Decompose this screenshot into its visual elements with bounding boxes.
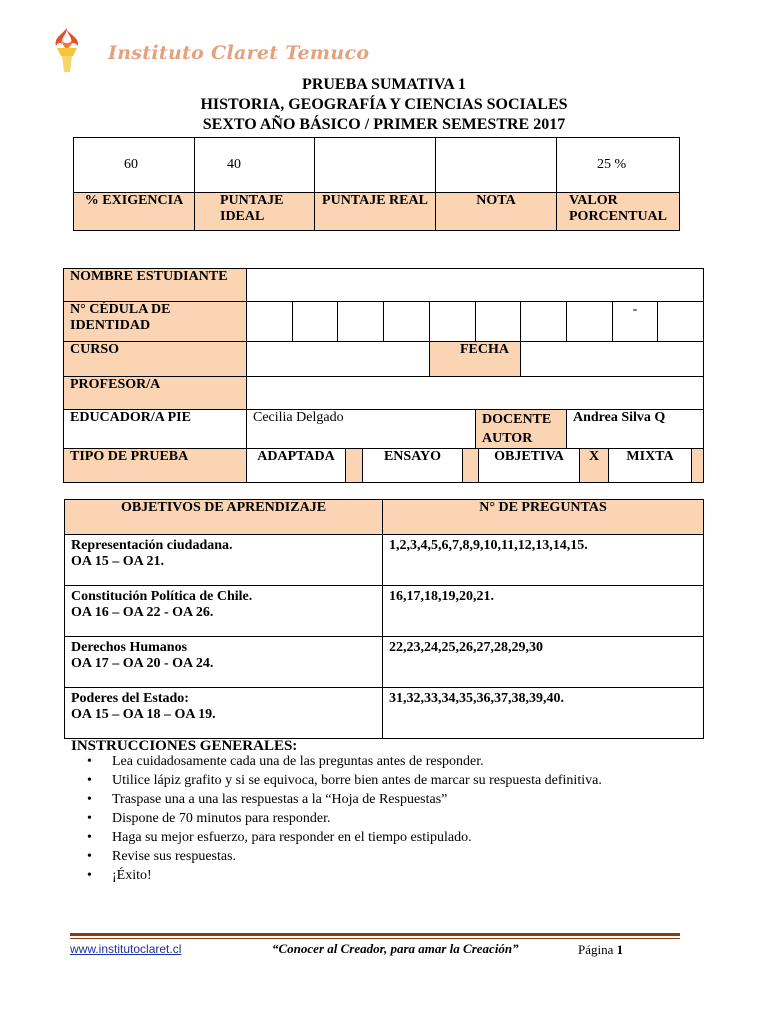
list-item: • Lea cuidadosamente cada una de las preguntas antes de responder.: [112, 752, 602, 771]
id-digit-box[interactable]: [521, 302, 567, 342]
torch-logo-icon: [48, 26, 86, 74]
id-check-digit-box[interactable]: [658, 302, 704, 342]
objective-cell: Poderes del Estado: OA 15 – OA 18 – OA 19.: [65, 688, 383, 739]
name-label: NOMBRE ESTUDIANTE: [64, 269, 247, 302]
table-row: [65, 535, 704, 586]
list-item: • Traspase una a una las respuestas a la “Hoja de Respuestas”: [112, 790, 602, 809]
footer-rule-thick: [70, 933, 680, 936]
questions-header: N° DE PREGUNTAS: [383, 500, 704, 535]
id-digit-box[interactable]: [293, 302, 338, 342]
id-digit-box[interactable]: [567, 302, 613, 342]
list-item: • Dispone de 70 minutos para responder.: [112, 809, 602, 828]
objective-cell: Constitución Política de Chile. OA 16 – OA 22 - OA 26.: [65, 586, 383, 637]
score-value-cell[interactable]: 60: [74, 138, 195, 193]
id-digit-box[interactable]: [338, 302, 384, 342]
objectives-header: OBJETIVOS DE APRENDIZAJE: [65, 500, 383, 535]
option-mixta-checkbox[interactable]: [692, 449, 703, 482]
objective-cell: Representación ciudadana. OA 15 – OA 21.: [65, 535, 383, 586]
score-value-cell[interactable]: 40: [195, 138, 315, 193]
instructions-list: [70, 752, 602, 885]
teacher-input[interactable]: [247, 377, 704, 410]
author-label: DOCENTE AUTOR: [476, 410, 567, 449]
option-adaptada-label: ADAPTADA: [247, 449, 346, 482]
option-ensayo-checkbox[interactable]: [463, 449, 479, 482]
id-digit-box[interactable]: [430, 302, 476, 342]
questions-cell: 22,23,24,25,26,27,28,29,30: [383, 637, 704, 688]
page-number: Página 1: [578, 942, 624, 957]
instructions-heading: INSTRUCCIONES GENERALES:: [71, 738, 298, 754]
score-label-cell: NOTA: [436, 193, 557, 231]
option-adaptada-checkbox[interactable]: [346, 449, 363, 482]
id-digit-box[interactable]: [384, 302, 430, 342]
teacher-label: PROFESOR/A: [64, 377, 247, 410]
test-type-label: TIPO DE PRUEBA: [64, 449, 247, 483]
score-table: [73, 137, 680, 231]
score-value-cell[interactable]: 25 %: [557, 138, 680, 193]
option-ensayo-label: ENSAYO: [363, 449, 463, 482]
table-row: [65, 688, 704, 739]
questions-cell: 16,17,18,19,20,21.: [383, 586, 704, 637]
list-item: • Utilice lápiz grafito y si se equivoca, borre bien antes de marcar su respuesta definitiva.: [112, 771, 602, 790]
score-label-cell: PUNTAJE REAL: [315, 193, 436, 231]
title-line-2: HISTORIA, GEOGRAFÍA Y CIENCIAS SOCIALES: [200, 96, 568, 113]
score-value-cell[interactable]: [436, 138, 557, 193]
title-line-1: PRUEBA SUMATIVA 1: [302, 76, 466, 93]
option-objetiva-label: OBJETIVA: [479, 449, 580, 482]
name-input[interactable]: [247, 269, 704, 302]
test-type-options: [247, 449, 704, 483]
score-label-cell: VALOR PORCENTUAL: [557, 193, 680, 231]
list-item: • Haga su mejor esfuerzo, para responder en el tiempo estipulado.: [112, 828, 602, 847]
option-mixta-label: MIXTA: [609, 449, 692, 482]
list-item: • Revise sus respuestas.: [112, 847, 602, 866]
id-digit-box[interactable]: [476, 302, 521, 342]
course-label: CURSO: [64, 342, 247, 377]
questions-cell: 31,32,33,34,35,36,37,38,39,40.: [383, 688, 704, 739]
footer-rule-thin: [70, 938, 680, 939]
course-input[interactable]: [247, 342, 430, 377]
title-line-3: SEXTO AÑO BÁSICO / PRIMER SEMESTRE 2017: [202, 116, 566, 133]
date-input[interactable]: [521, 342, 704, 377]
id-label: N° CÉDULA DE IDENTIDAD: [64, 302, 247, 342]
list-item: • ¡Éxito!: [112, 866, 602, 885]
score-label-cell: PUNTAJE IDEAL: [195, 193, 315, 231]
table-row: [65, 637, 704, 688]
score-value-cell[interactable]: [315, 138, 436, 193]
pie-label: EDUCADOR/A PIE: [64, 410, 247, 449]
questions-cell: 1,2,3,4,5,6,7,8,9,10,11,12,13,14,15.: [383, 535, 704, 586]
footer-quote: “Conocer al Creador, para amar la Creación”: [272, 941, 519, 956]
school-name-logo: Instituto Claret Temuco: [108, 42, 370, 64]
objective-cell: Derechos Humanos OA 17 – OA 20 - OA 24.: [65, 637, 383, 688]
objectives-table: [64, 499, 704, 739]
option-objetiva-checkbox[interactable]: X: [580, 449, 609, 482]
pie-value: Cecilia Delgado: [247, 410, 476, 449]
id-dash-box[interactable]: -: [613, 302, 658, 342]
website-link[interactable]: www.institutoclaret.cl: [70, 942, 182, 956]
score-label-cell: % EXIGENCIA: [74, 193, 195, 231]
student-info-table: [63, 268, 704, 483]
author-value: Andrea Silva Q: [567, 410, 704, 449]
table-row: [65, 586, 704, 637]
date-label: FECHA: [430, 342, 521, 377]
id-digit-box[interactable]: [247, 302, 293, 342]
